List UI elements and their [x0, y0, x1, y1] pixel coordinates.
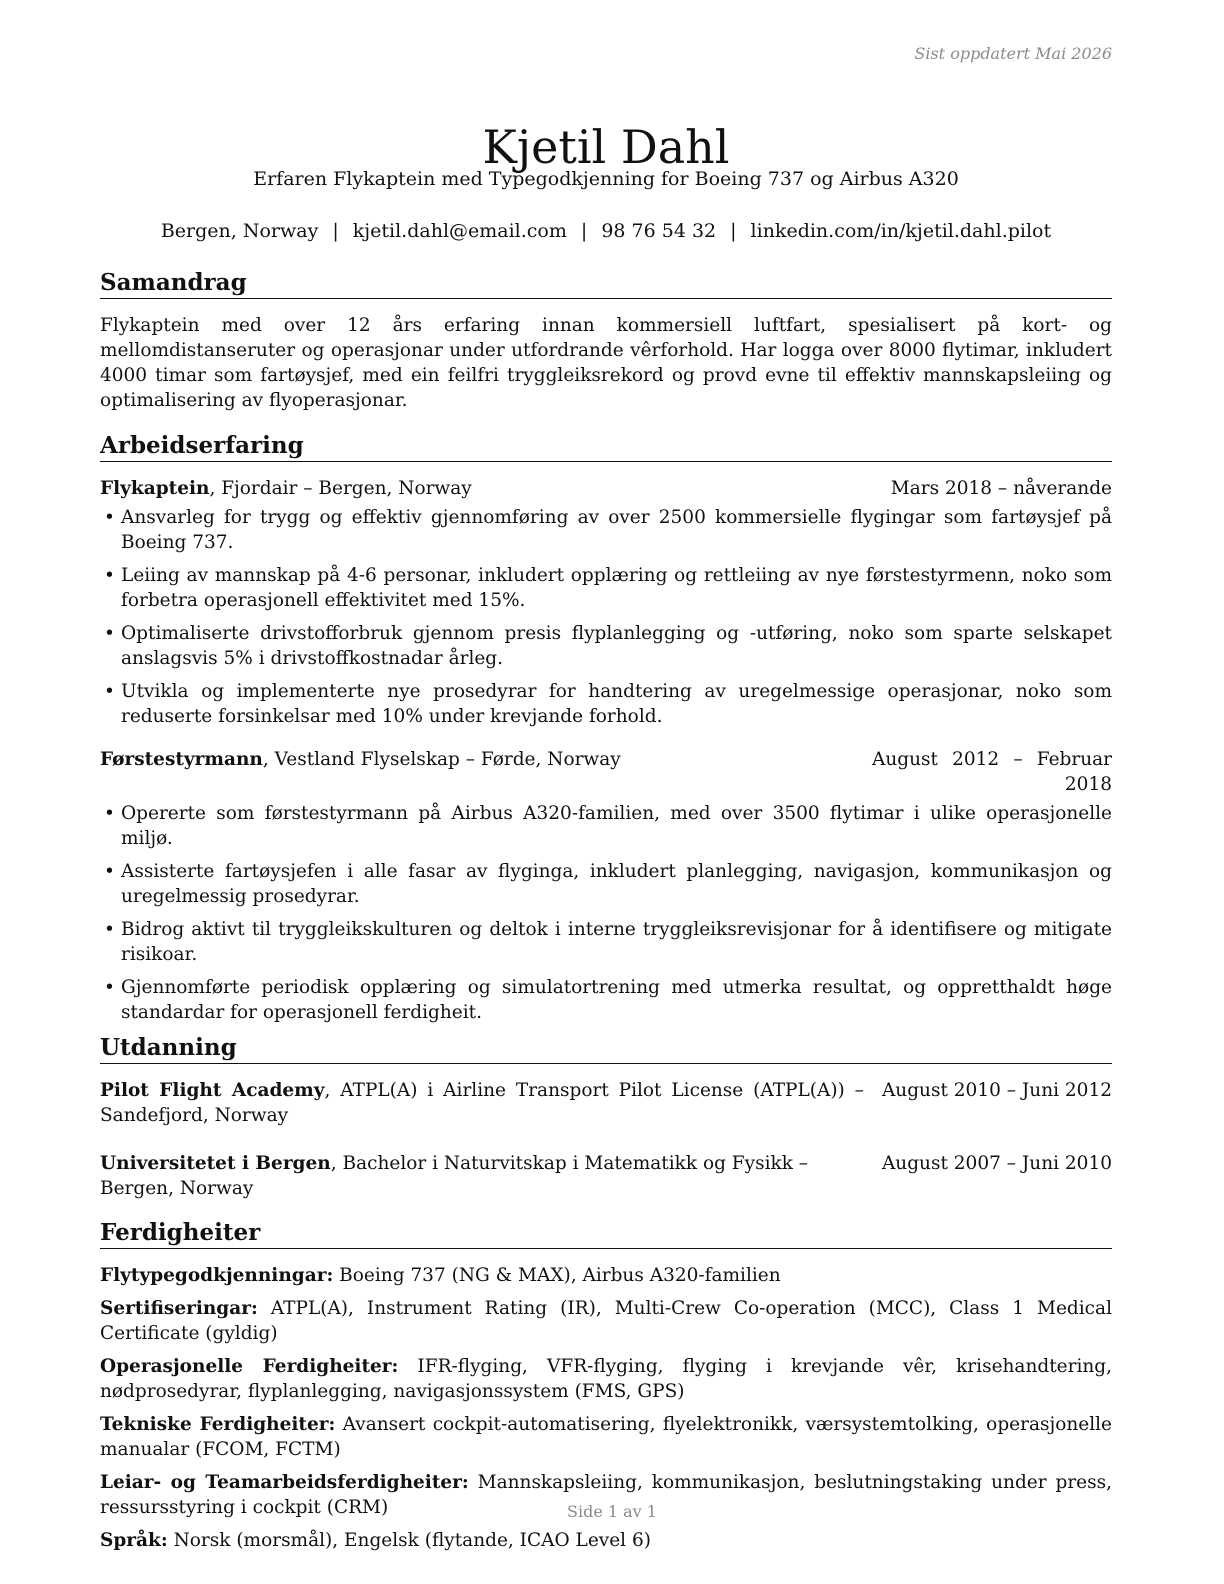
- contact-separator: |: [730, 220, 737, 242]
- list-item: • Utvikla og implementerte nye prosedyrar for handtering av uregelmessige operasjonar, noko som reduserte forsinkelsar med 10% under krevjande forhold.: [100, 679, 1112, 729]
- education-school-line: [100, 1078, 864, 1128]
- job-bullets: [100, 801, 1112, 1025]
- section-title-experience: Arbeidserfaring: [100, 431, 1112, 462]
- job-company: , Fjordair – Bergen, Norway: [209, 478, 472, 499]
- skill-value: Mannskapsleiing, kommunikasjon, beslutningstaking under press, ressursstyring i cockpit (CRM): [100, 1472, 1112, 1518]
- education-school: Universitetet i Bergen: [100, 1153, 331, 1174]
- section-title-summary: Samandrag: [100, 268, 1112, 299]
- skill-row: [100, 1412, 1112, 1462]
- skill-value: IFR-flyging, VFR-flyging, flyging i krevjande vêr, krisehandtering, nødprosedyrar, flyplanlegging, navigasjonssystem (FMS, GPS): [100, 1356, 1112, 1402]
- contact-linkedin[interactable]: linkedin.com/in/kjetil.dahl.pilot: [750, 220, 1052, 242]
- skill-value: Avansert cockpit-automatisering, flyelektronikk, værsystemtolking, operasjonelle manualar (FCOM, FCTM): [100, 1414, 1112, 1460]
- education-degree: , Bachelor i Naturvitskap i Matematikk og Fysikk – Bergen, Norway: [100, 1153, 809, 1199]
- job-role: Flykaptein: [100, 478, 210, 499]
- resume-content: [100, 268, 1112, 1561]
- contact-line: [100, 219, 1112, 243]
- job-role: Førstestyrmann: [100, 749, 263, 770]
- education-entry: [100, 1151, 1112, 1201]
- list-item: • Leiing av mannskap på 4-6 personar, inkludert opplæring og rettleiing av nye førstestyrmenn, noko som forbetra operasjonell effektivitet med 15%.: [100, 563, 1112, 613]
- list-item: • Opererte som førstestyrmann på Airbus A320-familien, med over 3500 flytimar i ulike operasjonelle miljø.: [100, 801, 1112, 851]
- contact-email[interactable]: kjetil.dahl@email.com: [352, 220, 567, 242]
- job-header: [100, 747, 1112, 797]
- skill-value: Norsk (morsmål), Engelsk (flytande, ICAO Level 6): [167, 1530, 651, 1551]
- page-number: Side 1 av 1: [567, 1502, 657, 1521]
- contact-separator: |: [332, 220, 339, 242]
- skill-label: Operasjonelle Ferdigheiter:: [100, 1356, 399, 1377]
- skill-label: Tekniske Ferdigheiter:: [100, 1414, 336, 1435]
- job-title-line: [100, 747, 854, 797]
- job-entry: [100, 747, 1112, 1025]
- education-degree: , ATPL(A) i Airline Transport Pilot License (ATPL(A)) – Sandefjord, Norway: [100, 1080, 864, 1126]
- section-title-education: Utdanning: [100, 1033, 1112, 1064]
- job-header: [100, 476, 1112, 501]
- skill-label: Språk:: [100, 1530, 168, 1551]
- job-title-line: [100, 476, 873, 501]
- education-school-line: [100, 1151, 864, 1201]
- job-company: , Vestland Flyselskap – Førde, Norway: [262, 749, 621, 770]
- candidate-name: Kjetil Dahl: [482, 119, 730, 174]
- job-entry: [100, 476, 1112, 729]
- contact-separator: |: [580, 220, 588, 242]
- education-entry: [100, 1078, 1112, 1128]
- education-school: Pilot Flight Academy: [100, 1080, 325, 1101]
- skill-value: ATPL(A), Instrument Rating (IR), Multi-Crew Co-operation (MCC), Class 1 Medical Certificate (gyldig): [100, 1298, 1112, 1344]
- skill-label: Sertifiseringar:: [100, 1298, 258, 1319]
- list-item: • Optimaliserte drivstofforbruk gjennom presis flyplanlegging og -utføring, noko som sparte selskapet anslagsvis 5% i drivstoffkostnadar årleg.: [100, 621, 1112, 671]
- skill-row: [100, 1528, 1112, 1553]
- education-dates: August 2010 – Juni 2012: [881, 1080, 1112, 1101]
- list-item: • Ansvarleg for trygg og effektiv gjennomføring av over 2500 kommersielle flygingar som fartøysjef på Boeing 737.: [100, 505, 1112, 555]
- skill-row: [100, 1296, 1112, 1346]
- skill-label: Flytypegodkjenningar:: [100, 1265, 334, 1286]
- candidate-headline: Erfaren Flykaptein med Typegodkjenning for Boeing 737 og Airbus A320: [253, 168, 959, 190]
- job-dates: Mars 2018 – nåverande: [890, 478, 1112, 499]
- job-bullets: [100, 505, 1112, 729]
- job-dates: August 2012 – Februar 2018: [872, 749, 1112, 795]
- skill-label: Leiar- og Teamarbeidsferdigheiter:: [100, 1472, 469, 1493]
- skill-row: [100, 1263, 1112, 1288]
- education-dates: August 2007 – Juni 2010: [881, 1153, 1112, 1174]
- list-item: • Gjennomførte periodisk opplæring og simulatortrening med utmerka resultat, og oppretthaldt høge standardar for operasjonell ferdigheit.: [100, 975, 1112, 1025]
- section-title-skills: Ferdigheiter: [100, 1218, 1112, 1249]
- skill-value: Boeing 737 (NG & MAX), Airbus A320-familien: [333, 1265, 781, 1286]
- last-updated: Sist oppdatert Mai 2026: [914, 44, 1112, 63]
- list-item: • Assisterte fartøysjefen i alle fasar av flyginga, inkludert planlegging, navigasjon, kommunikasjon og uregelmessig prosedyrar.: [100, 859, 1112, 909]
- contact-location: Bergen, Norway: [160, 220, 319, 242]
- summary-text: Flykaptein med over 12 års erfaring innan kommersiell luftfart, spesialisert på kort- og mellomdistanseruter og operasjonar under utfordrande vêrforhold. Har logga over 8000 flytimar, inkludert 4000 timar som fartøysjef, med ein feilfri tryggleiksrekord og provd evne til effektiv mannskapsleiing og optimalisering av flyoperasjonar.: [100, 315, 1112, 411]
- list-item: • Bidrog aktivt til tryggleikskulturen og deltok i interne tryggleiksrevisjonar for å identifisere og mitigate risikoar.: [100, 917, 1112, 967]
- skill-row: [100, 1354, 1112, 1404]
- contact-phone: 98 76 54 32: [601, 220, 717, 242]
